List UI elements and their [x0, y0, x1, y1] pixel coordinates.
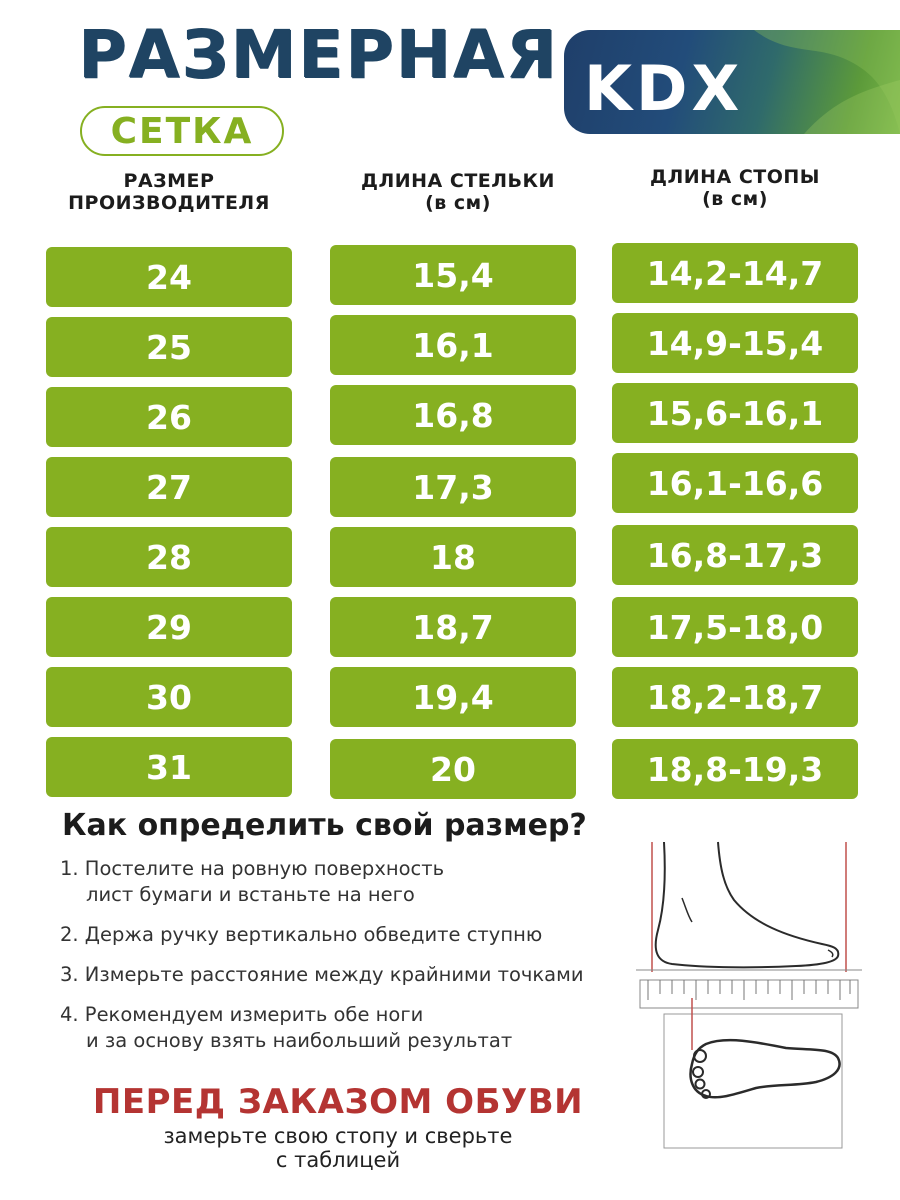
step-item: 1. Постелите на ровную поверхность лист бумаги и встаньте на него — [60, 857, 445, 906]
foot-length-cell: 18,2-18,7 — [612, 667, 858, 727]
column-header-size: РАЗМЕР ПРОИЗВОДИТЕЛЯ — [68, 170, 270, 214]
insole-cell: 18 — [330, 527, 576, 587]
size-cell: 26 — [46, 387, 292, 447]
column-header-foot: ДЛИНА СТОПЫ (в см) — [650, 166, 820, 210]
order-warning-title: ПЕРЕД ЗАКАЗОМ ОБУВИ — [92, 1082, 584, 1122]
size-cell: 25 — [46, 317, 292, 377]
size-cell: 28 — [46, 527, 292, 587]
insole-cell: 15,4 — [330, 245, 576, 305]
insole-cell: 18,7 — [330, 597, 576, 657]
foot-length-cell: 14,2-14,7 — [612, 243, 858, 303]
subtitle-badge: СЕТКА — [80, 106, 284, 156]
order-warning-text: замерьте свою стопу и сверьте с таблицей — [163, 1124, 513, 1172]
brand-logo — [564, 30, 900, 134]
insole-cell: 16,8 — [330, 385, 576, 445]
foot-length-cell: 17,5-18,0 — [612, 597, 858, 657]
step-item: 4. Рекомендуем измерить обе ноги и за основу взять наибольший результат — [60, 1003, 513, 1052]
foot-sole-icon — [664, 998, 842, 1148]
insole-cell: 19,4 — [330, 667, 576, 727]
foot-length-cell: 16,1-16,6 — [612, 453, 858, 513]
foot-length-cell: 16,8-17,3 — [612, 525, 858, 585]
size-cell: 29 — [46, 597, 292, 657]
step-item: 3. Измерьте расстояние между крайними точками — [60, 963, 584, 986]
foot-side-view-icon — [636, 842, 862, 972]
column-header-insole: ДЛИНА СТЕЛЬКИ (в см) — [361, 170, 555, 214]
brand-name: KDX — [584, 52, 744, 125]
ruler-icon — [640, 980, 858, 1008]
foot-measure-illustration — [636, 838, 862, 1162]
size-cell: 27 — [46, 457, 292, 517]
insole-cell: 16,1 — [330, 315, 576, 375]
foot-length-cell: 18,8-19,3 — [612, 739, 858, 799]
insole-cell: 17,3 — [330, 457, 576, 517]
size-cell: 24 — [46, 247, 292, 307]
page-title: РАЗМЕРНАЯ — [78, 16, 559, 93]
insole-cell: 20 — [330, 739, 576, 799]
size-cell: 31 — [46, 737, 292, 797]
size-cell: 30 — [46, 667, 292, 727]
step-item: 2. Держа ручку вертикально обведите ступню — [60, 923, 543, 946]
howto-title: Как определить свой размер? — [62, 808, 587, 843]
foot-length-cell: 15,6-16,1 — [612, 383, 858, 443]
foot-length-cell: 14,9-15,4 — [612, 313, 858, 373]
